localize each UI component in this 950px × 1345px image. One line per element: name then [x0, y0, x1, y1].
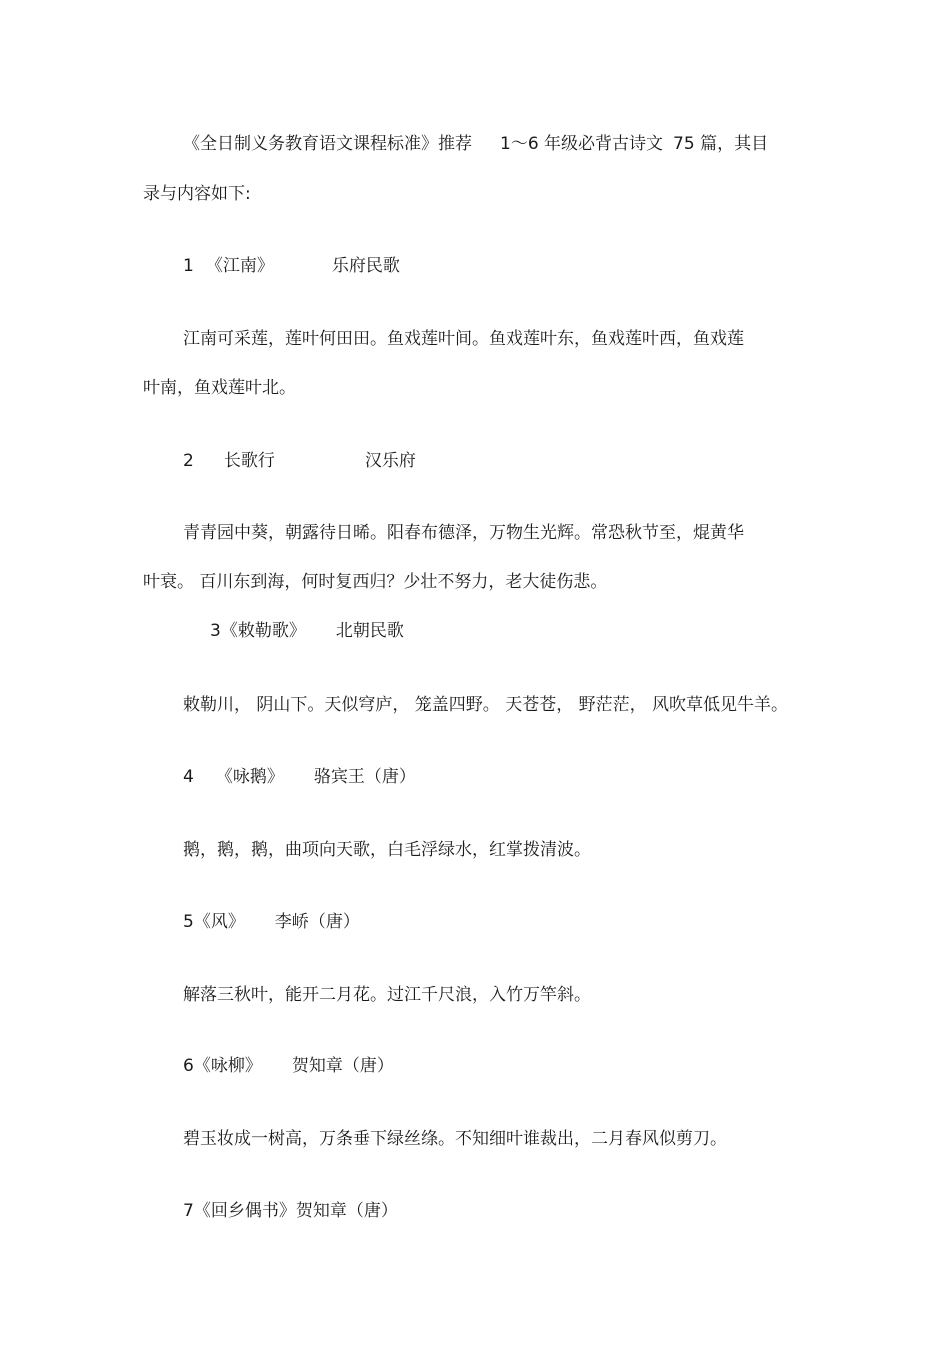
poem-author: 骆宾王（唐）: [313, 767, 416, 787]
poem-heading-2: [183, 449, 416, 473]
poem-title: 《回乡偶书》: [193, 1201, 296, 1221]
poem-title: 长歌行: [223, 451, 275, 471]
poem-title: 《风》: [193, 912, 245, 932]
intro-line-1: [183, 132, 768, 156]
poem-text-line: 江南可采莲，莲叶何田田。鱼戏莲叶间。鱼戏莲叶东，鱼戏莲叶西，鱼戏莲: [183, 329, 744, 349]
poem-title: 《敕勒歌》: [220, 621, 306, 641]
intro-text-c: 75 篇，其目: [673, 134, 769, 154]
poem-author: 李峤（唐）: [274, 912, 360, 932]
poem-author: 乐府民歌: [331, 256, 400, 276]
poem-title: 《江南》: [205, 256, 274, 276]
poem-number: 6: [183, 1056, 194, 1076]
poem-text-line: 叶衰。 百川东到海，何时复西归？少壮不努力，老大徒伤悲。: [143, 572, 608, 592]
poem-text-line: 碧玉妆成一树高，万条垂下绿丝绦。不知细叶谁裁出，二月春风似剪刀。: [183, 1129, 727, 1149]
poem-text-line: 解落三秋叶，能开二月花。过江千尺浪，入竹万竿斜。: [183, 985, 591, 1005]
poem-number: 7: [183, 1201, 194, 1221]
poem-text-line: 青青园中葵，朝露待日晞。阳春布德泽，万物生光辉。常恐秋节至，焜黄华: [183, 523, 744, 543]
poem-number: 3: [210, 621, 221, 641]
poem-title: 《咏柳》: [193, 1056, 262, 1076]
poem-heading-4: [183, 765, 416, 789]
poem-author: 贺知章（唐）: [291, 1056, 394, 1076]
poem-number: 5: [183, 912, 194, 932]
poem-heading-1: [183, 254, 400, 278]
poem-heading-5: [183, 910, 360, 934]
poem-number: 4: [183, 767, 194, 787]
poem-author: 汉乐府: [364, 451, 416, 471]
intro-line-2: 录与内容如下:: [143, 184, 251, 204]
poem-text-line: 鹅，鹅，鹅，曲项向天歌，白毛浮绿水，红掌拨清波。: [183, 840, 591, 860]
intro-text-b: 1～6 年级必背古诗文: [500, 134, 664, 154]
poem-heading-3: [210, 619, 404, 643]
poem-title: 《咏鹅》: [215, 767, 284, 787]
poem-number: 2: [183, 451, 194, 471]
poem-number: 1: [183, 256, 194, 276]
poem-heading-6: [183, 1054, 394, 1078]
poem-text-line: 敕勒川， 阴山下。天似穹庐， 笼盖四野。 天苍苍， 野茫茫， 风吹草低见牛羊。: [183, 695, 789, 715]
poem-text-line: 叶南，鱼戏莲叶北。: [143, 378, 296, 398]
poem-author: 贺知章（唐）: [295, 1201, 398, 1221]
poem-heading-7: [183, 1199, 398, 1223]
poem-author: 北朝民歌: [335, 621, 404, 641]
intro-text-a: 《全日制义务教育语文课程标准》推荐: [183, 134, 472, 154]
